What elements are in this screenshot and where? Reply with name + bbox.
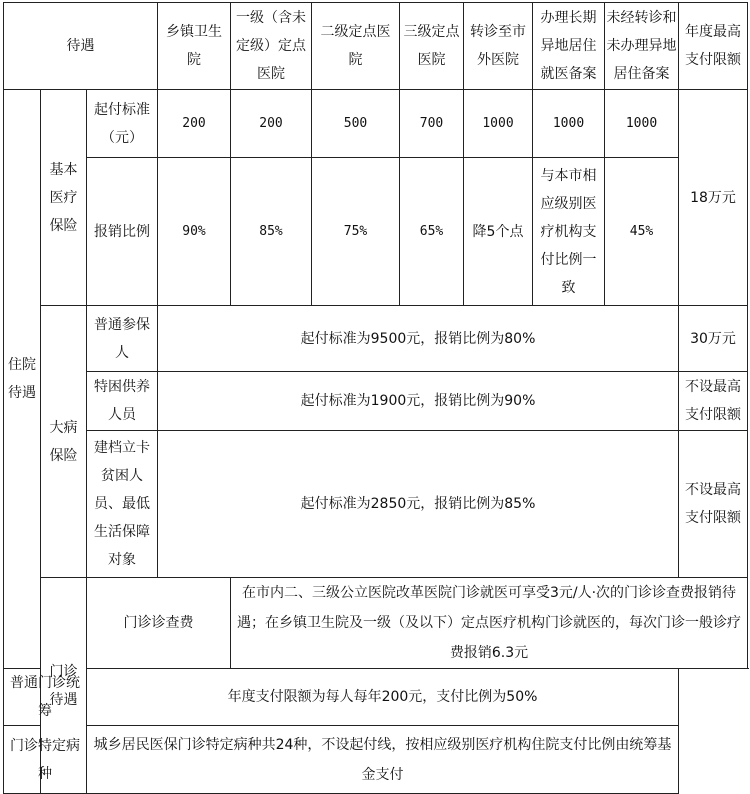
header-col-level2: 二级定点医院	[312, 3, 400, 90]
header-treatment: 待遇	[4, 3, 158, 90]
ratio-label: 报销比例	[87, 158, 158, 306]
serious-illness-label: 大病保险	[41, 306, 87, 578]
table-row	[4, 431, 748, 578]
table-row	[4, 372, 748, 431]
table-row	[4, 90, 748, 158]
outpatient-row-text: 年度支付限额为每人每年200元，支付比例为50%	[87, 669, 679, 726]
threshold-value: 700	[400, 90, 464, 158]
table-row	[4, 158, 748, 306]
basic-insurance-label: 基本医疗保险	[41, 90, 87, 306]
threshold-value: 1000	[605, 90, 679, 158]
header-col-no-referral: 未经转诊和未办理异地居住备案	[605, 3, 679, 90]
serious-row-text: 起付标准为1900元，报销比例为90%	[158, 372, 679, 431]
ratio-value: 75%	[312, 158, 400, 306]
serious-row-text: 起付标准为9500元，报销比例为80%	[158, 306, 679, 372]
header-col-township: 乡镇卫生院	[158, 3, 231, 90]
header-row	[4, 3, 748, 90]
threshold-value: 200	[158, 90, 231, 158]
outpatient-row-label: 门诊特定病种	[4, 726, 87, 794]
ratio-value: 90%	[158, 158, 231, 306]
inpatient-label: 住院待遇	[4, 90, 41, 669]
outpatient-row-text: 在市内二、三级公立医院改革医院门诊就医可享受3元/人·次的门诊诊查费报销待遇；在乡镇卫生院及一级（及以下）定点医疗机构门诊就医的，每次门诊一般诊疗费报销6.3元	[231, 578, 748, 669]
serious-row-label: 特困供养人员	[87, 372, 158, 431]
ratio-value: 65%	[400, 158, 464, 306]
outpatient-row-text: 城乡居民医保门诊特定病种共24种，不设起付线，按相应级别医疗机构住院支付比例由统筹基金支付	[87, 726, 679, 794]
threshold-value: 200	[231, 90, 312, 158]
threshold-value: 500	[312, 90, 400, 158]
threshold-value: 1000	[464, 90, 533, 158]
outpatient-label: 门诊待遇	[41, 578, 87, 794]
threshold-value: 1000	[533, 90, 605, 158]
ratio-value: 85%	[231, 158, 312, 306]
ratio-value: 降5个点	[464, 158, 533, 306]
header-col-level3: 三级定点医院	[400, 3, 464, 90]
serious-row-label: 建档立卡贫困人员、最低生活保障对象	[87, 431, 158, 578]
ratio-value: 45%	[605, 158, 679, 306]
table-row	[4, 578, 748, 669]
header-col-level1: 一级（含未定级）定点医院	[231, 3, 312, 90]
outpatient-row-label: 门诊诊查费	[87, 578, 231, 669]
serious-row-limit: 不设最高支付限额	[679, 372, 748, 431]
header-col-outside-city: 转诊至市外医院	[464, 3, 533, 90]
medical-insurance-table	[3, 2, 748, 794]
serious-row-label: 普通参保人	[87, 306, 158, 372]
serious-row-text: 起付标准为2850元，报销比例为85%	[158, 431, 679, 578]
outpatient-row-label: 普通门诊统筹	[4, 669, 87, 726]
serious-row-limit: 30万元	[679, 306, 748, 372]
serious-row-limit: 不设最高支付限额	[679, 431, 748, 578]
table-row	[4, 669, 748, 726]
threshold-label: 起付标准（元）	[87, 90, 158, 158]
header-col-annual-limit: 年度最高支付限额	[679, 3, 748, 90]
table-row	[4, 726, 748, 794]
header-col-long-term-remote: 办理长期异地居住就医备案	[533, 3, 605, 90]
table-row	[4, 306, 748, 372]
ratio-value: 与本市相应级别医疗机构支付比例一致	[533, 158, 605, 306]
basic-annual-limit: 18万元	[679, 90, 748, 306]
